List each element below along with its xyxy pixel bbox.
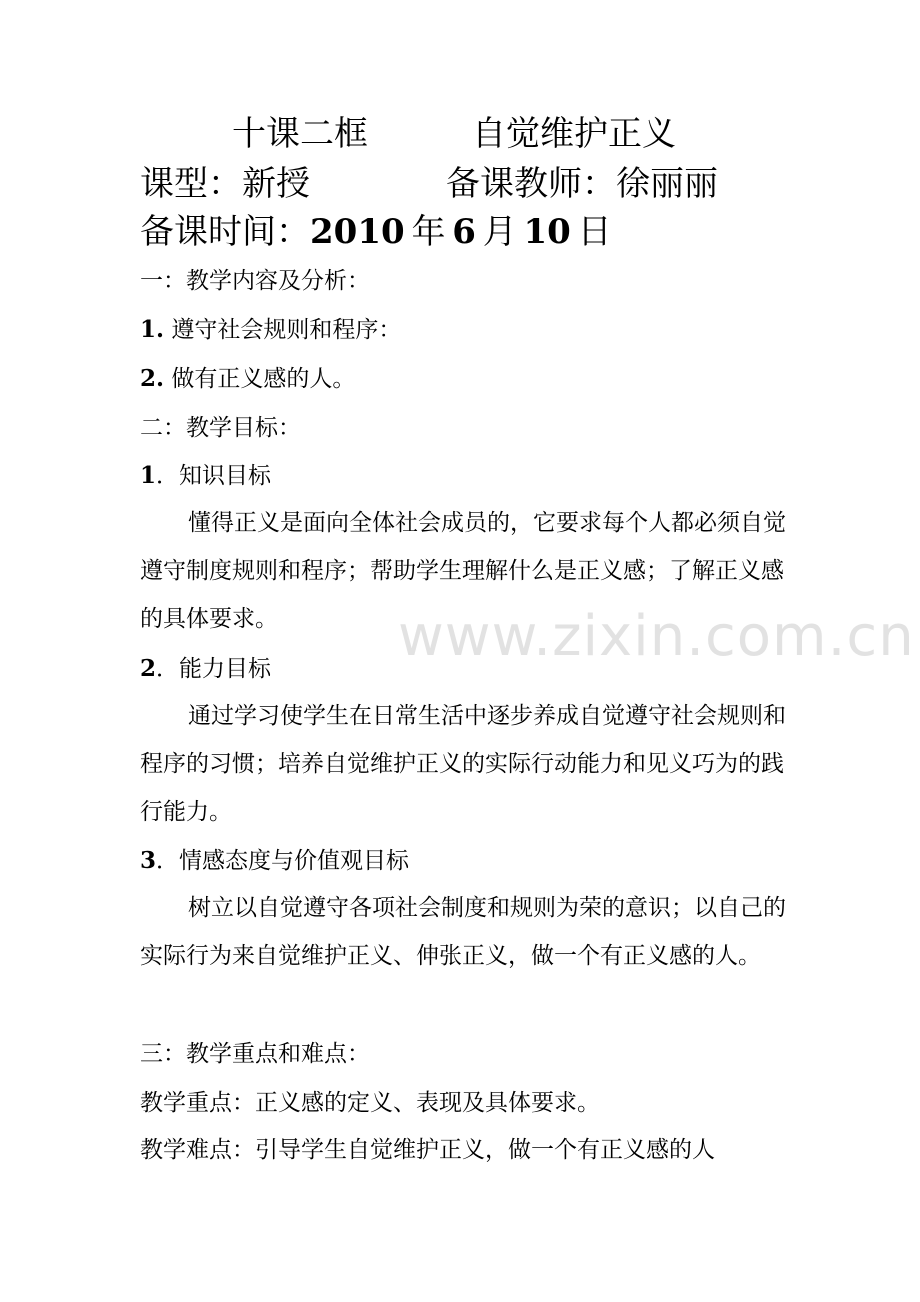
lesson-type: 课型：新授 <box>140 164 310 204</box>
section2-heading: 二：教学目标： <box>140 415 301 441</box>
goal-1-heading <box>140 461 271 491</box>
goal-3-heading <box>140 846 409 876</box>
goal-2-number: 2 <box>140 655 157 682</box>
prep-date-day-unit: 日 <box>577 212 612 252</box>
section1-item-2-text: 做有正义感的人。 <box>171 366 356 392</box>
prep-date-label: 备课时间： <box>140 212 310 252</box>
prep-date-year: 2010 <box>310 212 405 252</box>
goal-3-title: ．情感态度与价值观目标 <box>156 848 410 874</box>
section1-item-1-number: 1. <box>140 316 165 343</box>
section3-heading: 三：教学重点和难点： <box>140 1041 370 1067</box>
goal-2-heading <box>140 654 271 684</box>
prep-date-month-unit: 月 <box>482 212 517 252</box>
site-watermark: www.zixin.com.cn <box>398 604 915 669</box>
section1-item-2-number: 2. <box>140 365 165 392</box>
lesson-topic: 自觉维护正义 <box>472 114 676 154</box>
goal-3-body: 树立以自觉遵守各项社会制度和规则为荣的意识；以自己的实际行为来自觉维护正义、伸张正义，做一个有正义感的人。 <box>140 895 786 969</box>
prep-date-year-unit: 年 <box>411 212 446 252</box>
goal-1-number: 1 <box>140 462 157 489</box>
prep-date-month: 6 <box>452 212 476 252</box>
section1-item-1 <box>140 315 401 345</box>
section1-heading: 一：教学内容及分析： <box>140 268 370 294</box>
goal-1-body: 懂得正义是面向全体社会成员的，它要求每个人都必须自觉遵守制度规则和程序；帮助学生理解什么是正义感；了解正义感的具体要求。 <box>140 510 786 632</box>
prep-date <box>140 212 612 252</box>
prep-date-day: 10 <box>523 212 571 252</box>
lesson-title: 十课二框 <box>232 114 368 154</box>
goal-2-title: ．能力目标 <box>156 656 272 682</box>
section1-item-2 <box>140 364 355 394</box>
section1-item-1-text: 遵守社会规则和程序： <box>171 317 402 343</box>
goal-3-number: 3 <box>140 847 157 874</box>
key-point: 教学重点：正义感的定义、表现及具体要求。 <box>140 1090 600 1116</box>
teacher-name: 备课教师：徐丽丽 <box>446 164 718 204</box>
goal-1-title: ．知识目标 <box>156 463 272 489</box>
difficult-point: 教学难点：引导学生自觉维护正义，做一个有正义感的人 <box>140 1137 715 1163</box>
goal-2-body: 通过学习使学生在日常生活中逐步养成自觉遵守社会规则和程序的习惯；培养自觉维护正义的实际行动能力和见义巧为的践行能力。 <box>140 703 786 825</box>
